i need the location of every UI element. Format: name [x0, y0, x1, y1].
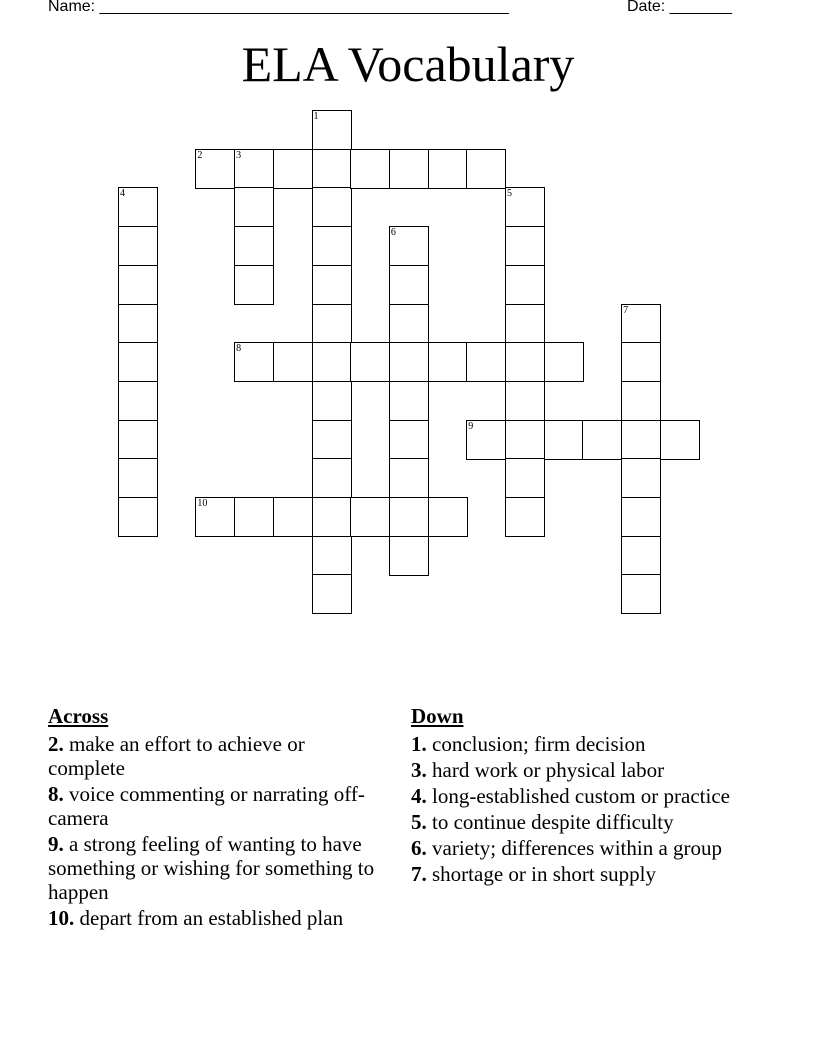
crossword-cell[interactable] — [312, 149, 352, 189]
clue-number: 2. — [48, 732, 64, 756]
clue-text: to continue despite difficulty — [432, 810, 674, 834]
crossword-cell[interactable] — [234, 187, 274, 227]
crossword-cell[interactable] — [118, 420, 158, 460]
crossword-cell[interactable] — [118, 187, 158, 227]
crossword-cell[interactable] — [621, 536, 661, 576]
crossword-cell[interactable] — [428, 149, 468, 189]
crossword-cell[interactable] — [544, 342, 584, 382]
crossword-cell[interactable] — [312, 342, 352, 382]
crossword-cell[interactable] — [234, 342, 274, 382]
cell-number: 7 — [623, 304, 629, 316]
crossword-cell[interactable] — [312, 265, 352, 305]
clue-text: depart from an established plan — [79, 906, 344, 930]
cell-number: 3 — [236, 149, 242, 161]
crossword-cell[interactable] — [505, 458, 545, 498]
crossword-cell[interactable] — [621, 574, 661, 614]
crossword-cell[interactable] — [389, 226, 429, 266]
crossword-cell[interactable] — [389, 497, 429, 537]
down-clues — [411, 704, 741, 888]
clue-text: hard work or physical labor — [432, 758, 665, 782]
down-clue — [411, 732, 741, 756]
crossword-cell[interactable] — [118, 304, 158, 344]
crossword-cell[interactable] — [505, 342, 545, 382]
crossword-cell[interactable] — [621, 304, 661, 344]
crossword-cell[interactable] — [621, 458, 661, 498]
crossword-cell[interactable] — [389, 342, 429, 382]
crossword-cell[interactable] — [312, 497, 352, 537]
clue-number: 1. — [411, 732, 427, 756]
crossword-cell[interactable] — [505, 187, 545, 227]
clue-number: 4. — [411, 784, 427, 808]
crossword-cell[interactable] — [273, 342, 313, 382]
across-clue — [48, 832, 378, 904]
across-clue — [48, 906, 378, 930]
crossword-cell[interactable] — [312, 574, 352, 614]
crossword-cell[interactable] — [350, 497, 390, 537]
across-clue — [48, 732, 378, 780]
crossword-cell[interactable] — [312, 187, 352, 227]
crossword-cell[interactable] — [544, 420, 584, 460]
crossword-cell[interactable] — [505, 497, 545, 537]
down-clue — [411, 758, 741, 782]
down-clue — [411, 810, 741, 834]
crossword-cell[interactable] — [389, 458, 429, 498]
clue-text: a strong feeling of wanting to have something or wishing for something to happen — [48, 832, 375, 904]
crossword-cell[interactable] — [312, 226, 352, 266]
cell-number: 1 — [313, 111, 319, 122]
crossword-cell[interactable] — [312, 458, 352, 498]
crossword-cell[interactable] — [118, 381, 158, 421]
clue-text: voice commenting or narrating off-camera — [48, 782, 365, 830]
cell-number: 10 — [197, 498, 208, 509]
clue-text: conclusion; firm decision — [432, 732, 646, 756]
clue-number: 5. — [411, 810, 427, 834]
crossword-cell[interactable] — [350, 342, 390, 382]
crossword-cell[interactable] — [234, 226, 274, 266]
crossword-cell[interactable] — [234, 265, 274, 305]
crossword-cell[interactable] — [312, 381, 352, 421]
crossword-cell[interactable] — [389, 420, 429, 460]
across-clue — [48, 782, 378, 830]
clue-number: 7. — [411, 862, 427, 886]
crossword-cell[interactable] — [195, 497, 235, 537]
crossword-cell[interactable] — [118, 265, 158, 305]
crossword-cell[interactable] — [505, 265, 545, 305]
cell-number: 4 — [120, 188, 125, 200]
clue-text: make an effort to achieve or complete — [48, 732, 305, 780]
crossword-cell[interactable] — [621, 381, 661, 421]
crossword-cell[interactable] — [195, 149, 235, 189]
down-clue — [411, 836, 741, 860]
clue-number: 6. — [411, 836, 427, 860]
clue-text: shortage or in short supply — [432, 862, 656, 886]
clue-number: 9. — [48, 832, 64, 856]
across-heading: Across — [48, 704, 109, 728]
crossword-cell[interactable] — [118, 226, 158, 266]
crossword-cell[interactable] — [389, 149, 429, 189]
crossword-cell[interactable] — [234, 149, 274, 189]
crossword-cell[interactable] — [118, 342, 158, 382]
crossword-cell[interactable] — [312, 304, 352, 344]
crossword-cell[interactable] — [312, 536, 352, 576]
crossword-cell[interactable] — [389, 381, 429, 421]
page-title: ELA Vocabulary — [241, 36, 575, 92]
crossword-cell[interactable] — [466, 149, 506, 189]
crossword-cell[interactable] — [118, 458, 158, 498]
crossword-cell[interactable] — [621, 420, 661, 460]
crossword-cell[interactable] — [466, 342, 506, 382]
cell-number: 6 — [390, 227, 396, 239]
crossword-cell[interactable] — [273, 497, 313, 537]
crossword-cell[interactable] — [234, 497, 274, 537]
crossword-cell[interactable] — [621, 497, 661, 537]
date-field: Date: _______ — [627, 0, 732, 15]
down-clue — [411, 862, 741, 886]
crossword-cell[interactable] — [312, 110, 352, 150]
cell-number: 2 — [197, 149, 203, 161]
name-field: Name: ______________________________________________ — [48, 0, 509, 15]
crossword-cell[interactable] — [312, 420, 352, 460]
crossword-cell[interactable] — [660, 420, 700, 460]
clue-number: 3. — [411, 758, 427, 782]
crossword-cell[interactable] — [428, 342, 468, 382]
cell-number: 5 — [507, 188, 512, 200]
crossword-cell[interactable] — [466, 420, 506, 460]
crossword-cell[interactable] — [505, 304, 545, 344]
cell-number: 8 — [236, 343, 242, 355]
crossword-cell[interactable] — [621, 342, 661, 382]
clue-number: 8. — [48, 782, 64, 806]
clue-number: 10. — [48, 906, 75, 930]
crossword-cell[interactable] — [389, 304, 429, 344]
crossword-cell[interactable] — [582, 420, 622, 460]
clue-text: variety; differences within a group — [432, 836, 723, 860]
crossword-cell[interactable] — [389, 265, 429, 305]
cell-number: 9 — [468, 420, 474, 432]
crossword-cell[interactable] — [505, 420, 545, 460]
crossword-cell[interactable] — [389, 536, 429, 576]
clue-text: long-established custom or practice — [432, 784, 730, 808]
crossword-cell[interactable] — [350, 149, 390, 189]
crossword-cell[interactable] — [428, 497, 468, 537]
down-clue — [411, 784, 741, 808]
across-clues — [48, 704, 378, 932]
down-heading: Down — [411, 704, 464, 728]
crossword-cell[interactable] — [505, 381, 545, 421]
crossword-cell[interactable] — [505, 226, 545, 266]
crossword-cell[interactable] — [118, 497, 158, 537]
crossword-cell[interactable] — [273, 149, 313, 189]
